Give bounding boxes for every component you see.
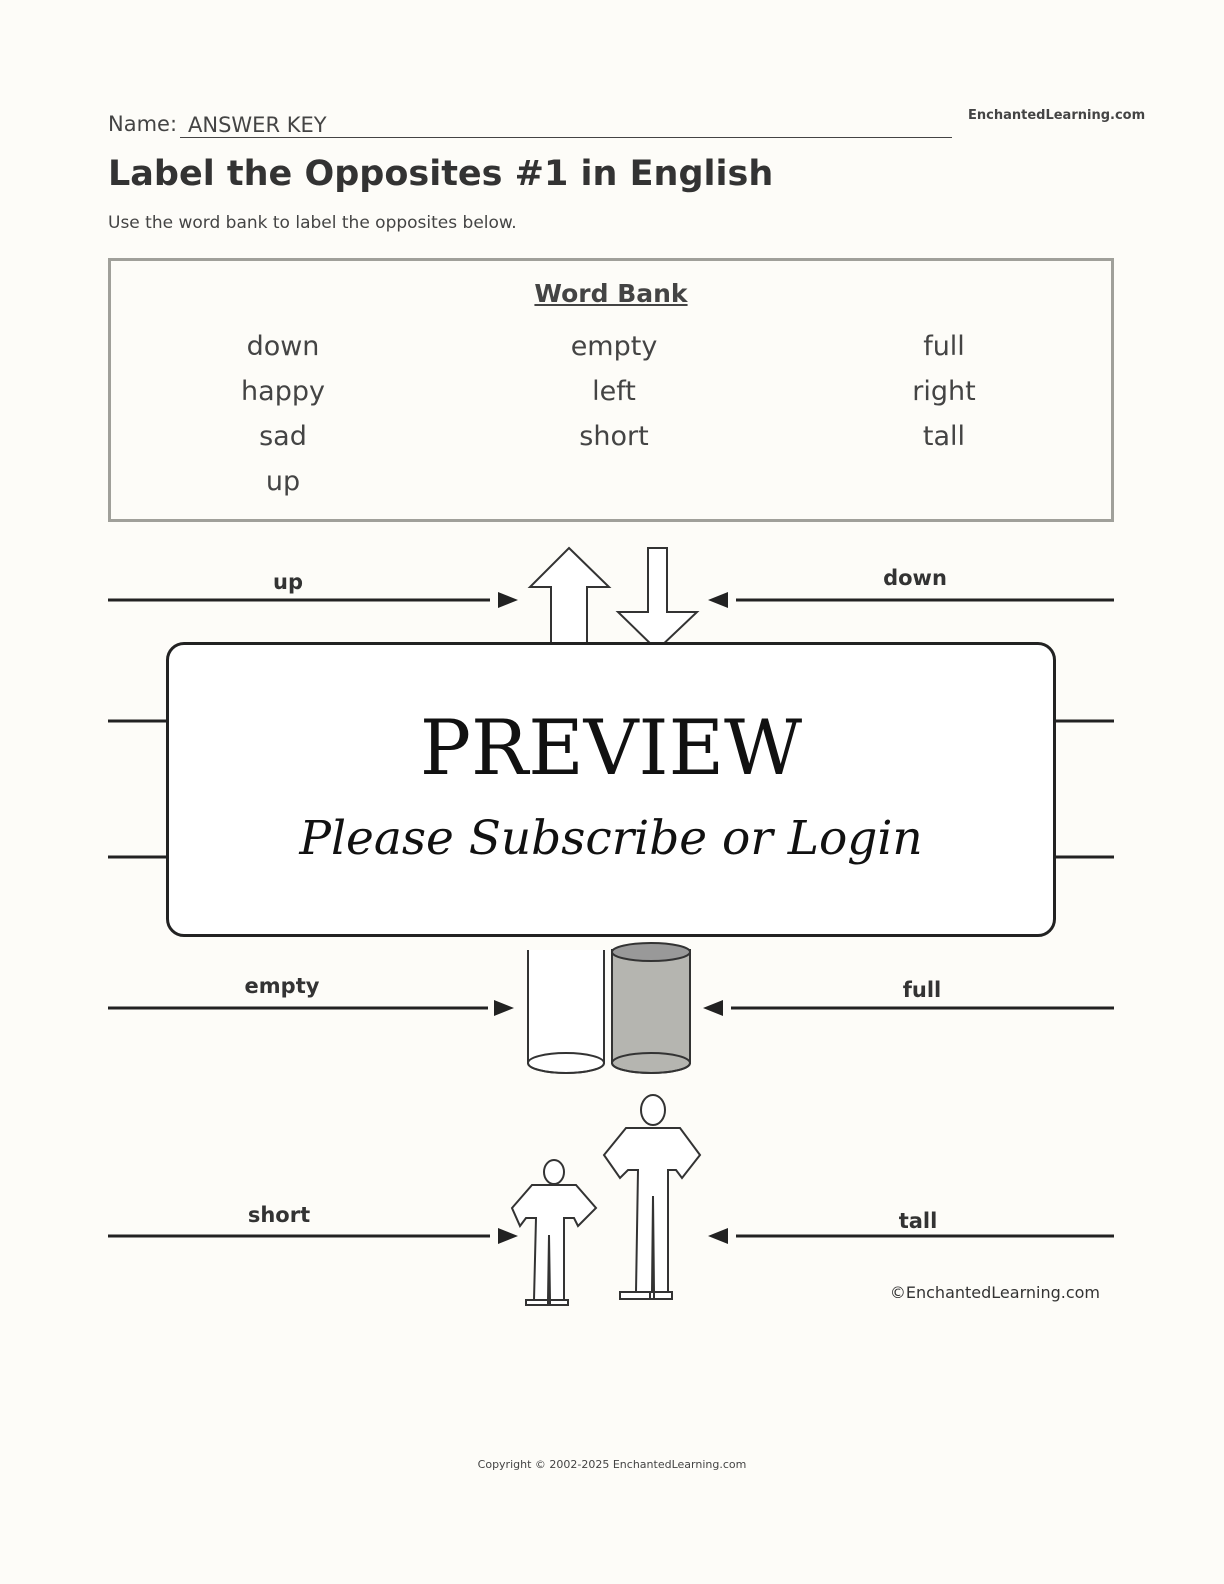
full-glass-icon: [612, 943, 690, 1073]
word-bank-word: right: [912, 376, 976, 407]
word-bank-word: short: [579, 421, 649, 452]
arrowhead-short: [498, 1228, 518, 1244]
label-full: full: [902, 978, 942, 1002]
word-bank-word: tall: [922, 421, 966, 452]
arrowhead-down: [708, 592, 728, 608]
name-field[interactable]: ANSWER KEY: [180, 108, 952, 138]
word-bank-word: sad: [259, 421, 307, 452]
tall-man-icon: [604, 1095, 700, 1299]
label-down: down: [883, 566, 947, 590]
figure-credit: ©EnchantedLearning.com: [889, 1283, 1100, 1302]
subscribe-login-link[interactable]: Please Subscribe or Login: [299, 811, 923, 866]
short-man-icon: [512, 1160, 596, 1305]
down-arrow-icon: [618, 548, 697, 650]
label-tall: tall: [898, 1209, 938, 1233]
arrowhead-tall: [708, 1228, 728, 1244]
word-bank-title: Word Bank: [534, 279, 688, 308]
copyright: Copyright © 2002-2025 EnchantedLearning.com: [477, 1458, 747, 1471]
arrowhead-up: [498, 592, 518, 608]
word-bank-word: down: [246, 331, 320, 362]
label-short: short: [247, 1203, 311, 1227]
instructions: Use the word bank to label the opposites below.: [108, 213, 517, 233]
arrowhead-empty: [494, 1000, 514, 1016]
word-bank-word: happy: [241, 376, 325, 407]
arrowhead-full: [703, 1000, 723, 1016]
site-tag: EnchantedLearning.com: [968, 108, 1146, 123]
name-label: Name:: [108, 112, 178, 136]
empty-glass-icon: [528, 950, 604, 1073]
preview-overlay[interactable]: [166, 642, 1056, 937]
word-bank-word: up: [265, 466, 301, 497]
word-bank-word: empty: [570, 331, 658, 362]
label-up: up: [273, 570, 303, 594]
word-bank-word: left: [592, 376, 636, 407]
up-arrow-icon: [530, 548, 609, 650]
word-bank-word: full: [923, 331, 965, 362]
page-title: Label the Opposites #1 in English: [108, 154, 774, 194]
label-empty: empty: [244, 974, 320, 998]
preview-title: PREVIEW: [419, 703, 803, 792]
